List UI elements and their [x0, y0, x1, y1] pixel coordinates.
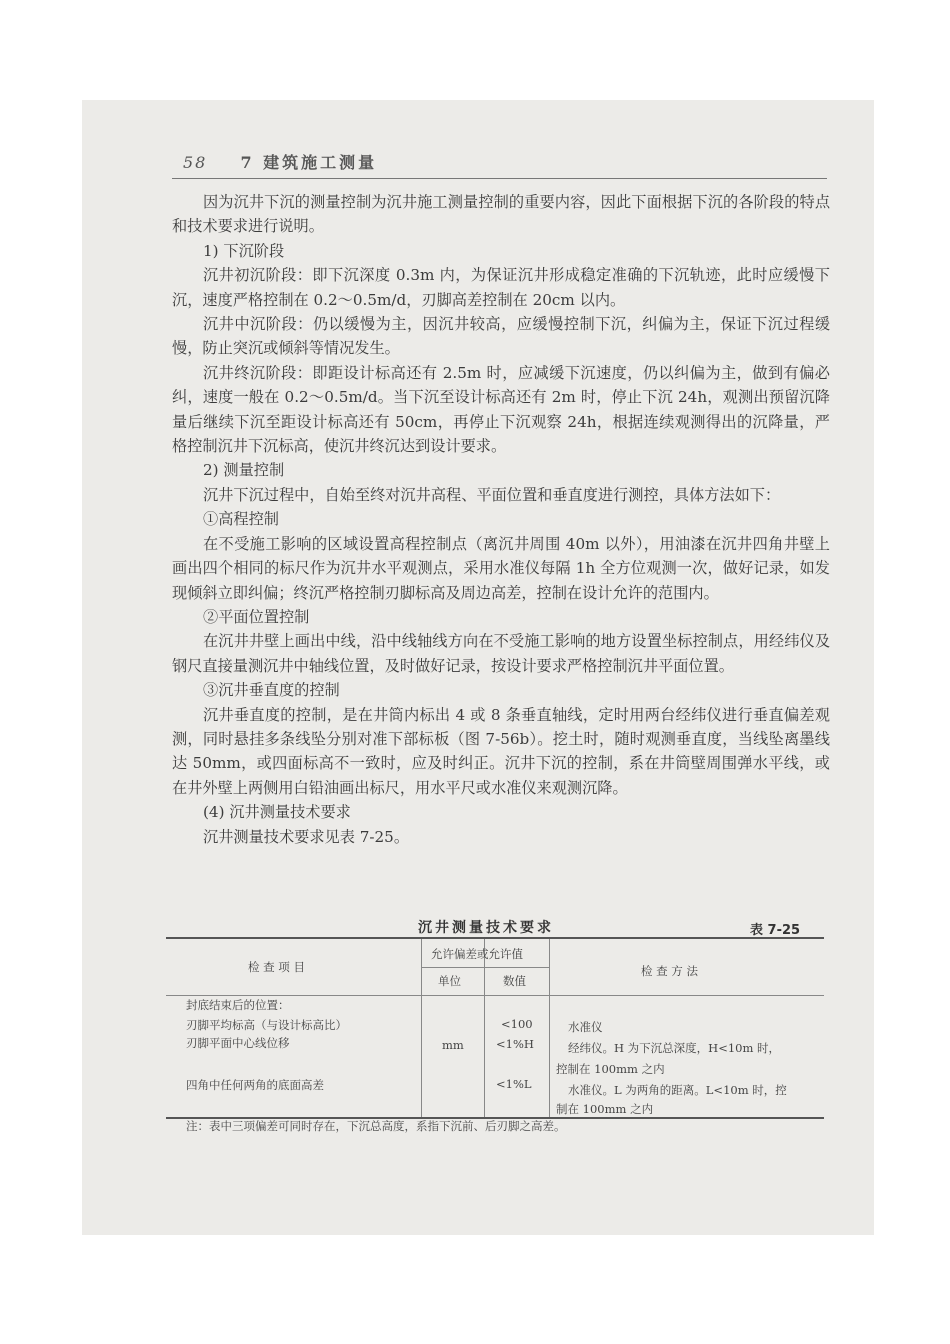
paragraph: 沉井垂直度的控制，是在井筒内标出 4 或 8 条垂直轴线，定时用两台经纬仪进行垂直偏差观测，同时悬挂多条线坠分别对准下部标板（图 7-56b）。挖土时，随时观测垂直度，当线坠离墨线达 50mm，或四面标高不一致时，应及时纠正。沉井下沉的控制，系在井筒壁周围弹水平线，或在井外壁上两侧用白铅油画出标尺，用水平尺或水准仪来观测沉降。 — [172, 705, 830, 797]
table-row-item: 四角中任何两角的底面高差 — [186, 1078, 324, 1092]
header-tolerance: 允许偏差或允许值 — [431, 947, 523, 961]
inspection-table — [166, 937, 824, 1119]
sub-heading: ③沉井垂直度的控制 — [203, 681, 340, 700]
header-unit: 单位 — [438, 974, 461, 988]
table-row-method-cont: 控制在 100mm 之内 — [556, 1062, 665, 1076]
table-row-value: <1%H — [496, 1037, 534, 1051]
table-row-item: 刃脚平面中心线位移 — [186, 1036, 290, 1050]
table-unit-value: mm — [442, 1038, 464, 1052]
table-divider — [421, 939, 422, 1117]
section-heading: 2) 测量控制 — [203, 461, 285, 480]
table-row-method: 水准仪 — [568, 1020, 603, 1034]
table-divider — [549, 939, 550, 1117]
sub-heading: ①高程控制 — [203, 510, 279, 529]
paragraph: 沉井初沉阶段：即下沉深度 0.3m 内，为保证沉井形成稳定准确的下沉轨迹，此时应缓慢下沉，速度严格控制在 0.2～0.5m/d，刃脚高差控制在 20cm 以内。 — [172, 266, 830, 309]
table-group-label: 封底结束后的位置： — [186, 998, 290, 1012]
header-item: 检 查 项 目 — [248, 960, 305, 974]
section-heading: (4) 沉井测量技术要求 — [203, 803, 351, 822]
table-row-item: 刃脚平均标高（与设计标高比） — [186, 1018, 347, 1032]
table-title: 沉井测量技术要求 — [418, 920, 554, 936]
table-note: 注：表中三项偏差可同时存在，下沉总高度，系指下沉前、后刃脚之高差。 — [186, 1119, 566, 1133]
paragraph: 沉井测量技术要求见表 7-25。 — [203, 827, 410, 846]
header-value: 数值 — [503, 974, 526, 988]
header-rule — [172, 178, 827, 179]
table-row-method: 水准仪。L 为两角的距离。L<10m 时，控 — [568, 1083, 787, 1097]
table-row-value: <100 — [501, 1017, 533, 1031]
table-divider — [166, 995, 824, 996]
chapter-title: 7 建筑施工测量 — [240, 153, 378, 172]
body-text — [172, 190, 830, 849]
sub-heading: ②平面位置控制 — [203, 607, 310, 626]
table-divider — [484, 939, 485, 1117]
paragraph: 在不受施工影响的区域设置高程控制点（离沉井周围 40m 以外），用油漆在沉井四角井壁上画出四个相同的标尺作为沉井水平观测点，采用水准仪每隔 1h 全方位观测一次，做好记录，如发现倾斜立即纠偏；终沉严格控制刃脚标高及周边高差，控制在设计允许的范围内。 — [172, 534, 830, 602]
running-header — [183, 150, 377, 173]
paragraph: 沉井中沉阶段：仍以缓慢为主，因沉井较高，应缓慢控制下沉，纠偏为主，保证下沉过程缓慢，防止突沉或倾斜等情况发生。 — [172, 315, 830, 358]
table-row-method-cont: 制在 100mm 之内 — [556, 1102, 654, 1116]
paragraph: 沉井下沉过程中，自始至终对沉井高程、平面位置和垂直度进行测控，具体方法如下： — [203, 485, 781, 504]
table-number: 表 7-25 — [750, 923, 801, 938]
header-method: 检 查 方 法 — [641, 964, 698, 978]
paragraph: 沉井终沉阶段：即距设计标高还有 2.5m 时，应减缓下沉速度，仍以纠偏为主，做到有偏必纠，速度一般在 0.2～0.5m/d。当下沉至设计标高还有 2m 时，停止下沉 24h，观测出预留沉降量后继续下沉至距设计标高还有 50cm，再停止下沉观察 24h，根据连续观测得出的沉降量，严格控制沉井下沉标高，使沉井终沉达到设计要求。 — [172, 363, 830, 456]
table-row-value: <1%L — [496, 1077, 532, 1091]
paragraph: 在沉井井壁上画出中线，沿中线轴线方向在不受施工影响的地方设置坐标控制点，用经纬仪及钢尺直接量测沉井中轴线位置，及时做好记录，按设计要求严格控制沉井平面位置。 — [172, 632, 830, 675]
table-row-method: 经纬仪。H 为下沉总深度，H<10m 时， — [568, 1041, 781, 1055]
section-heading: 1) 下沉阶段 — [203, 241, 285, 260]
page-number: 58 — [183, 153, 208, 172]
table-divider — [421, 967, 549, 968]
paragraph: 因为沉井下沉的测量控制为沉井施工测量控制的重要内容，因此下面根据下沉的各阶段的特点和技术要求进行说明。 — [172, 193, 830, 236]
